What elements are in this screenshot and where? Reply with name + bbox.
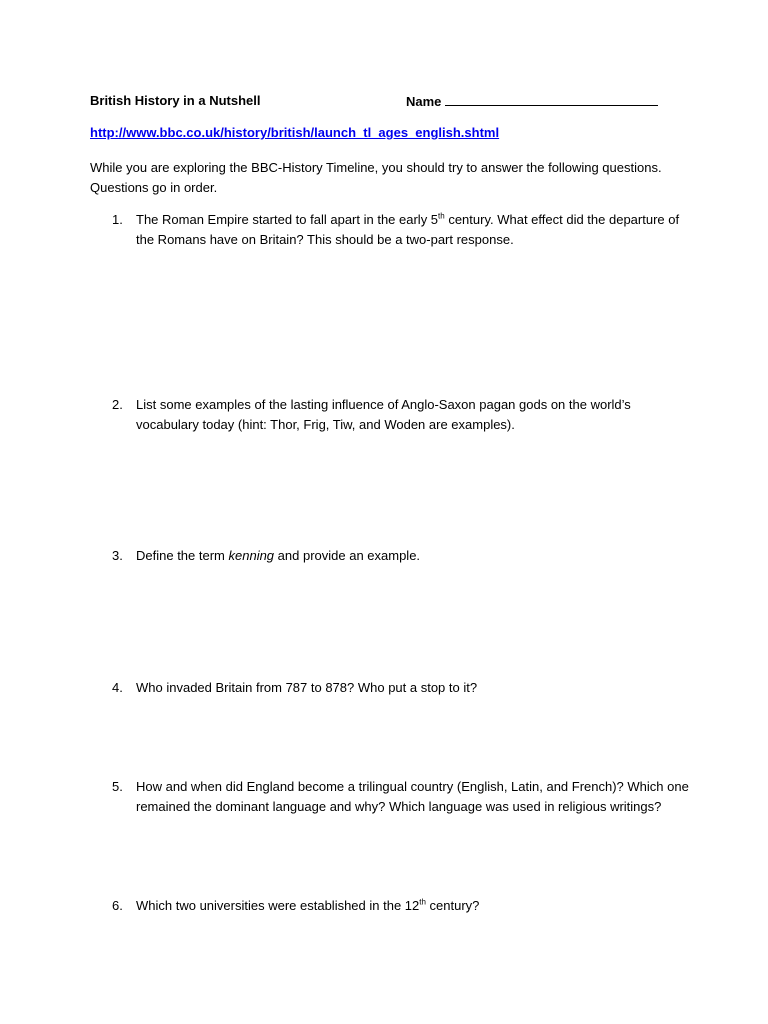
question-text-line-1: Who invaded Britain from 787 to 878? Who put a stop to it? [136, 680, 478, 695]
question-text [136, 896, 692, 916]
name-label-text: Name [406, 94, 442, 109]
intro-line-1: While you are exploring the BBC-History Timeline, you should try to answer the following questions. [90, 160, 662, 175]
question-1 [112, 210, 692, 250]
question-text-line-1: List some examples of the lasting influence of Anglo-Saxon pagan gods on the world’s [136, 397, 631, 412]
question-5 [112, 777, 692, 817]
question-number: 1. [112, 212, 123, 227]
question-text-line-1: How and when did England become a trilingual country (English, Latin, and French)? Which one [136, 779, 689, 794]
name-field-label [406, 93, 658, 109]
kenning-term: kenning [228, 548, 275, 563]
question-3 [112, 546, 692, 566]
question-text-line-2: the Romans have on Britain? This should be a two-part response. [136, 232, 514, 247]
question-text [136, 210, 692, 250]
question-4 [112, 678, 692, 698]
question-number: 2. [112, 397, 123, 412]
question-text-line-2: vocabulary today (hint: Thor, Frig, Tiw, and Woden are examples). [136, 417, 515, 432]
worksheet-title: British History in a Nutshell [90, 93, 261, 108]
question-text-part: and provide an example. [274, 548, 421, 563]
intro-line-2: Questions go in order. [90, 180, 218, 195]
question-text-part: Define the term [136, 548, 229, 563]
question-number: 3. [112, 548, 123, 563]
question-number: 6. [112, 898, 123, 913]
question-text-part: Which two universities were established in the 12 [136, 898, 420, 913]
question-text-part: century? [425, 898, 480, 913]
intro-paragraph [90, 158, 690, 198]
question-text-part: The Roman Empire started to fall apart in the early 5 [136, 212, 439, 227]
question-number: 4. [112, 680, 123, 695]
question-2 [112, 395, 692, 435]
ordinal-suffix: th [438, 211, 445, 221]
question-text [136, 546, 692, 566]
question-text-part: century. What effect did the departure of [444, 212, 680, 227]
ordinal-suffix: th [419, 897, 426, 907]
question-text [136, 777, 692, 817]
name-blank-line [445, 93, 658, 106]
question-text-line-2: remained the dominant language and why? Which language was used in religious writings? [136, 799, 662, 814]
question-text [136, 678, 692, 698]
question-text [136, 395, 692, 435]
question-number: 5. [112, 779, 123, 794]
question-6 [112, 896, 692, 916]
bbc-timeline-link[interactable]: http://www.bbc.co.uk/history/british/launch_tl_ages_english.shtml [90, 125, 500, 140]
